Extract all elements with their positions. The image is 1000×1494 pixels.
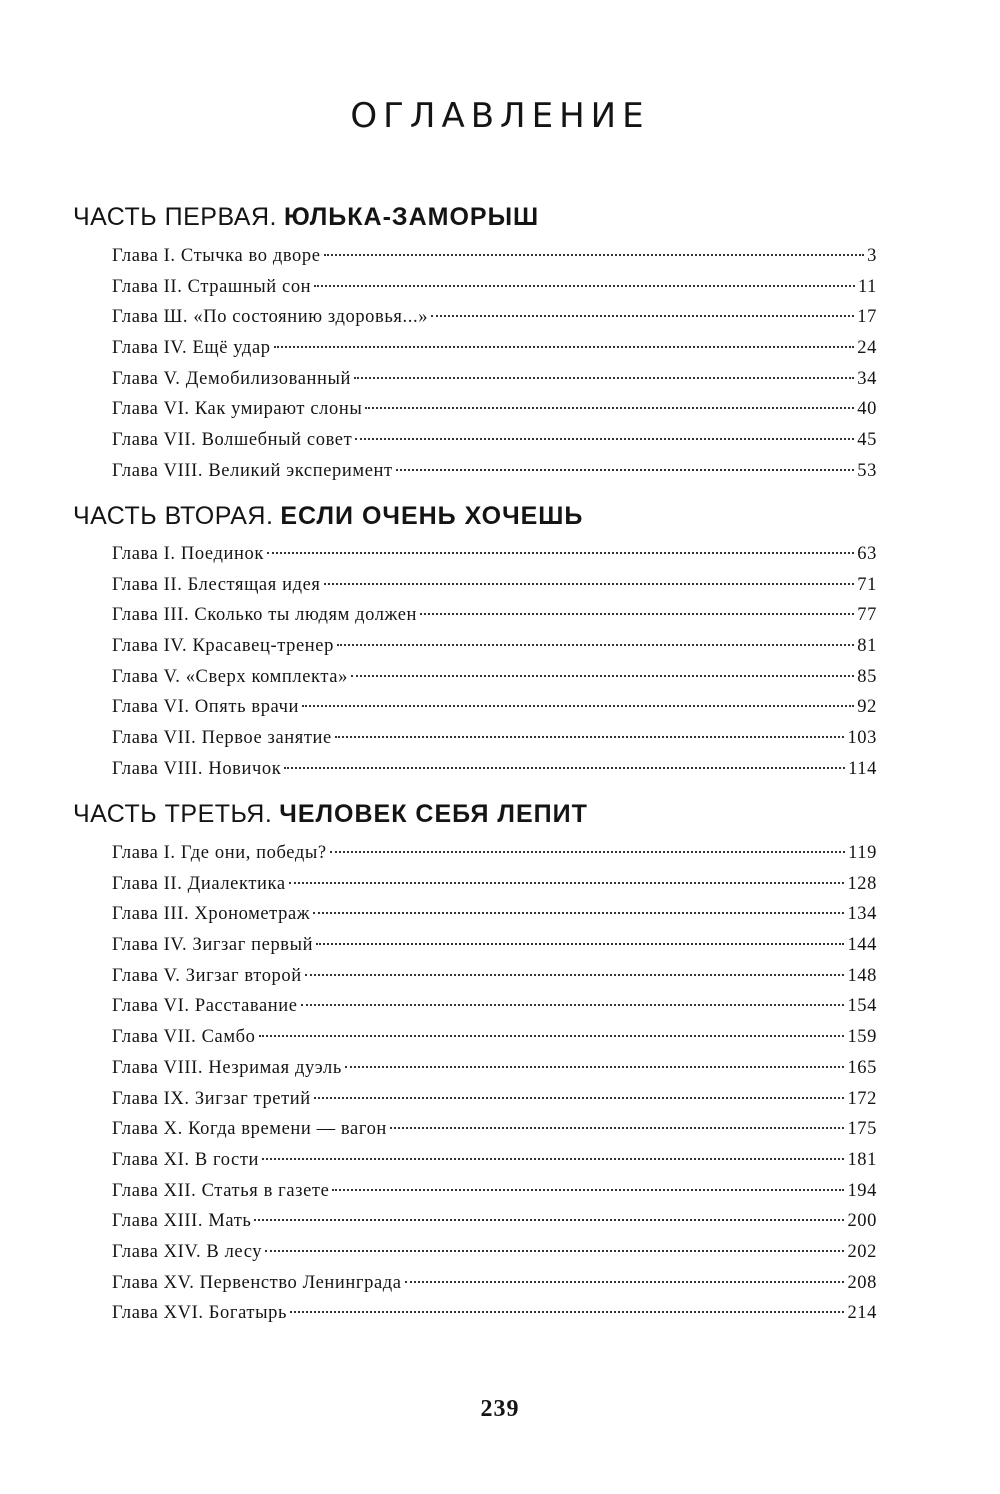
toc-entry[interactable] <box>112 1084 877 1115</box>
dot-leader <box>265 1250 844 1252</box>
toc-entry[interactable] <box>112 539 877 570</box>
chapter-title: Глава I. Где они, победы? <box>112 843 327 863</box>
chapter-page: 77 <box>857 605 877 626</box>
dot-leader <box>420 613 854 615</box>
part-name: ЮЛЬКА-ЗАМОРЫШ <box>283 203 540 231</box>
chapter-page: 71 <box>857 574 877 595</box>
dot-leader <box>289 882 845 884</box>
chapter-page: 172 <box>847 1088 877 1109</box>
chapter-page: 45 <box>857 430 877 451</box>
dot-leader <box>313 912 844 914</box>
chapter-title: Глава XVI. Богатырь <box>112 1303 288 1324</box>
dot-leader <box>324 583 855 585</box>
chapter-title: Глава XI. В гости <box>112 1149 260 1170</box>
dot-leader <box>314 1097 845 1099</box>
chapter-page: 40 <box>857 399 877 420</box>
toc-entry[interactable] <box>112 1298 877 1329</box>
chapter-page: 81 <box>857 636 877 657</box>
toc-entry[interactable] <box>112 869 877 900</box>
chapter-title: Глава IV. Зигзаг первый <box>112 935 314 956</box>
toc-entry[interactable] <box>112 394 877 425</box>
page-title: ОГЛАВЛЕНИЕ <box>350 96 650 136</box>
toc-entry[interactable] <box>112 1022 877 1053</box>
page-number: 239 <box>480 1396 520 1422</box>
toc-entry[interactable] <box>112 1268 877 1299</box>
dot-leader <box>305 974 845 976</box>
chapter-page: 202 <box>847 1241 877 1262</box>
toc-entry[interactable] <box>112 1237 877 1268</box>
dot-leader <box>405 1281 845 1283</box>
toc-entry[interactable] <box>112 991 877 1022</box>
toc-entry[interactable] <box>112 570 877 601</box>
chapter-title: Глава V. Зигзаг второй <box>112 965 302 986</box>
dot-leader <box>332 1189 844 1191</box>
chapter-title: Глава III. Хронометраж <box>112 904 311 925</box>
toc-entry[interactable] <box>112 1145 877 1176</box>
part-name: ЕСЛИ ОЧЕНЬ ХОЧЕШЬ <box>280 502 584 530</box>
toc-entry[interactable] <box>112 600 877 631</box>
chapter-title: Глава VII. Волшебный совет <box>112 430 353 451</box>
chapter-title: Глава II. Блестящая идея <box>112 574 321 595</box>
dot-leader <box>262 1158 844 1160</box>
toc-entry[interactable] <box>112 1114 877 1145</box>
chapter-title: Глава VII. Первое занятие <box>112 728 332 749</box>
chapter-page: 214 <box>847 1303 877 1324</box>
dot-leader <box>337 644 854 646</box>
chapter-title: Глава VI. Расставание <box>112 996 298 1017</box>
chapter-page: 134 <box>847 904 877 925</box>
chapter-title: Глава IV. Красавец-тренер <box>112 636 334 657</box>
toc-entry[interactable] <box>112 899 877 930</box>
chapter-title: Глава I. Поединок <box>112 544 264 564</box>
chapter-page: 154 <box>847 996 877 1017</box>
chapter-title: Глава I. Стычка во дворе <box>112 246 321 266</box>
dot-leader <box>274 346 855 348</box>
toc-entry[interactable] <box>112 631 877 662</box>
toc-entry[interactable] <box>112 1206 877 1237</box>
dot-leader <box>345 1066 845 1068</box>
part-label: ЧАСТЬ ПЕРВАЯ. <box>73 203 277 231</box>
chapter-page: 11 <box>857 276 877 297</box>
chapter-page: 194 <box>847 1180 877 1201</box>
chapter-title: Глава VII. Самбо <box>112 1027 256 1048</box>
chapter-title: Глава XII. Статья в газете <box>112 1180 330 1201</box>
dot-leader <box>254 1219 844 1221</box>
toc-entry[interactable] <box>112 961 877 992</box>
toc-entry[interactable] <box>112 333 877 364</box>
toc-entry[interactable] <box>112 692 877 723</box>
toc-entry[interactable] <box>112 838 877 869</box>
chapter-title: Глава IV. Ещё удар <box>112 338 271 359</box>
dot-leader <box>330 851 845 853</box>
part-label: ЧАСТЬ ТРЕТЬЯ. <box>73 800 273 828</box>
dot-leader <box>316 943 844 945</box>
chapter-title: Глава X. Когда времени — вагон <box>112 1119 387 1140</box>
part-name: ЧЕЛОВЕК СЕБЯ ЛЕПИТ <box>279 800 588 828</box>
dot-leader <box>365 407 854 409</box>
chapter-page: 63 <box>857 544 877 564</box>
toc-entry[interactable] <box>112 1176 877 1207</box>
dot-leader <box>351 675 854 677</box>
dot-leader <box>284 767 845 769</box>
chapter-title: Глава VI. Как умирают слоны <box>112 399 363 420</box>
chapter-title: Глава XV. Первенство Ленинграда <box>112 1272 402 1293</box>
chapter-page: 17 <box>857 307 877 328</box>
chapter-page: 181 <box>847 1149 877 1170</box>
chapter-page: 114 <box>848 758 877 779</box>
toc-entry[interactable] <box>112 456 877 487</box>
chapter-title: Глава XIV. В лесу <box>112 1241 263 1262</box>
dot-leader <box>355 438 854 440</box>
chapter-title: Глава IX. Зигзаг третий <box>112 1088 311 1109</box>
chapter-list-part-2 <box>112 539 877 785</box>
chapter-page: 128 <box>847 873 877 894</box>
chapter-title: Глава VIII. Новичок <box>112 758 282 779</box>
chapter-title: Глава III. Сколько ты людям должен <box>112 605 417 626</box>
chapter-page: 34 <box>857 368 877 389</box>
chapter-title: Глава XIII. Мать <box>112 1211 252 1232</box>
dot-leader <box>259 1035 845 1037</box>
chapter-page: 85 <box>857 666 877 687</box>
part-heading-3 <box>73 799 588 829</box>
toc-entry[interactable] <box>112 241 877 272</box>
chapter-list-part-1 <box>112 241 877 487</box>
chapter-list-part-3 <box>112 838 877 1329</box>
chapter-page: 53 <box>857 460 877 481</box>
dot-leader <box>290 1311 844 1313</box>
toc-entry[interactable] <box>112 272 877 303</box>
dot-leader <box>324 254 865 256</box>
toc-entry[interactable] <box>112 364 877 395</box>
dot-leader <box>390 1127 845 1129</box>
chapter-page: 3 <box>867 246 877 266</box>
chapter-page: 165 <box>847 1057 877 1078</box>
chapter-page: 144 <box>847 935 877 956</box>
chapter-page: 200 <box>847 1211 877 1232</box>
dot-leader <box>335 736 845 738</box>
part-heading-2 <box>73 501 583 531</box>
toc-entry[interactable] <box>112 754 877 785</box>
part-heading-1 <box>73 202 539 232</box>
chapter-title: Глава V. «Сверх комплекта» <box>112 666 348 687</box>
chapter-page: 208 <box>847 1272 877 1293</box>
dot-leader <box>396 469 855 471</box>
chapter-title: Глава II. Диалектика <box>112 873 286 894</box>
dot-leader <box>267 552 854 554</box>
part-label: ЧАСТЬ ВТОРАЯ. <box>73 502 274 530</box>
chapter-page: 175 <box>847 1119 877 1140</box>
dot-leader <box>354 377 854 379</box>
dot-leader <box>302 705 854 707</box>
toc-entry[interactable] <box>112 930 877 961</box>
toc-entry[interactable] <box>112 425 877 456</box>
dot-leader <box>431 315 854 317</box>
toc-entry[interactable] <box>112 1053 877 1084</box>
chapter-title: Глава Ш. «По состоянию здоровья...» <box>112 307 429 328</box>
chapter-page: 148 <box>847 965 877 986</box>
toc-entry[interactable] <box>112 302 877 333</box>
chapter-page: 103 <box>847 728 877 749</box>
chapter-title: Глава VIII. Незримая дуэль <box>112 1057 342 1078</box>
dot-leader <box>301 1004 845 1006</box>
dot-leader <box>314 285 855 287</box>
chapter-title: Глава VI. Опять врачи <box>112 697 300 718</box>
chapter-title: Глава II. Страшный сон <box>112 276 312 297</box>
chapter-page: 159 <box>847 1027 877 1048</box>
chapter-page: 92 <box>857 697 877 718</box>
chapter-page: 119 <box>848 843 877 863</box>
toc-entry[interactable] <box>112 723 877 754</box>
chapter-title: Глава VIII. Великий эксперимент <box>112 460 393 481</box>
chapter-page: 24 <box>857 338 877 359</box>
chapter-title: Глава V. Демобилизованный <box>112 368 352 389</box>
toc-entry[interactable] <box>112 662 877 693</box>
